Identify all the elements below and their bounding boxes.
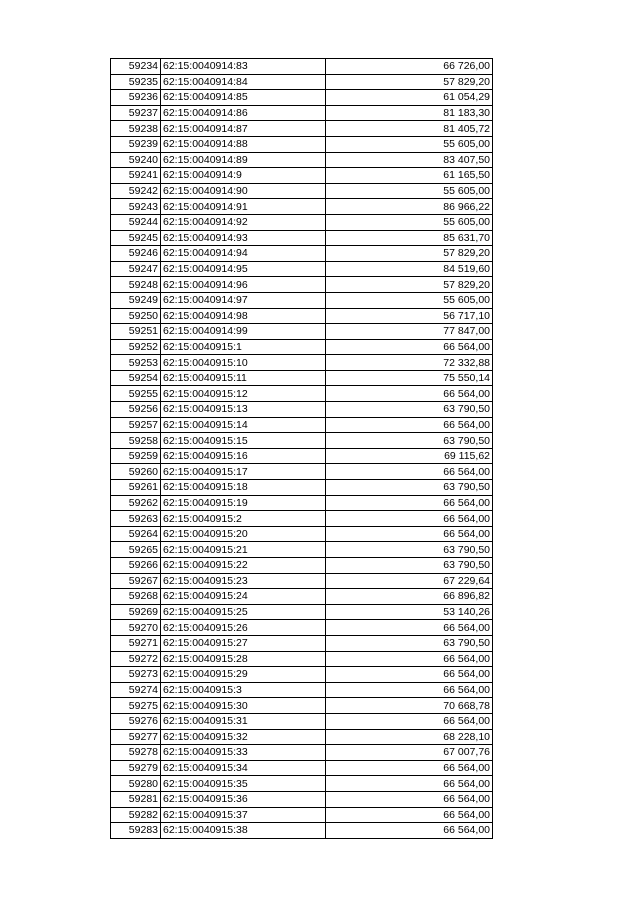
cadastral-value-cell: 66 564,00 <box>326 526 493 542</box>
row-number-cell: 59271 <box>111 635 161 651</box>
cadastral-value-cell: 63 790,50 <box>326 558 493 574</box>
row-number-cell: 59240 <box>111 152 161 168</box>
cadastral-value-cell: 77 847,00 <box>326 324 493 340</box>
row-number-cell: 59246 <box>111 246 161 262</box>
row-number-cell: 59262 <box>111 495 161 511</box>
row-number-cell: 59261 <box>111 480 161 496</box>
row-number-cell: 59241 <box>111 168 161 184</box>
cadastral-number-cell: 62:15:0040914:95 <box>161 261 326 277</box>
cadastral-value-cell: 63 790,50 <box>326 480 493 496</box>
table-row <box>111 651 493 667</box>
table-row <box>111 589 493 605</box>
cadastral-number-cell: 62:15:0040915:21 <box>161 542 326 558</box>
cadastral-value-cell: 75 550,14 <box>326 370 493 386</box>
cadastral-number-cell: 62:15:0040914:84 <box>161 74 326 90</box>
row-number-cell: 59249 <box>111 292 161 308</box>
cadastral-number-cell: 62:15:0040914:83 <box>161 59 326 75</box>
row-number-cell: 59259 <box>111 448 161 464</box>
row-number-cell: 59267 <box>111 573 161 589</box>
table-row <box>111 386 493 402</box>
row-number-cell: 59254 <box>111 370 161 386</box>
cadastral-number-cell: 62:15:0040915:31 <box>161 713 326 729</box>
cadastral-number-cell: 62:15:0040915:19 <box>161 495 326 511</box>
cadastral-value-cell: 66 564,00 <box>326 807 493 823</box>
cadastral-number-cell: 62:15:0040915:13 <box>161 402 326 418</box>
cadastral-value-cell: 68 228,10 <box>326 729 493 745</box>
cadastral-number-cell: 62:15:0040915:14 <box>161 417 326 433</box>
table-row <box>111 542 493 558</box>
row-number-cell: 59260 <box>111 464 161 480</box>
row-number-cell: 59250 <box>111 308 161 324</box>
row-number-cell: 59236 <box>111 90 161 106</box>
cadastral-value-cell: 55 605,00 <box>326 214 493 230</box>
cadastral-number-cell: 62:15:0040915:35 <box>161 776 326 792</box>
cadastral-value-cell: 63 790,50 <box>326 635 493 651</box>
cadastral-value-cell: 86 966,22 <box>326 199 493 215</box>
cadastral-value-cell: 66 564,00 <box>326 339 493 355</box>
cadastral-number-cell: 62:15:0040915:15 <box>161 433 326 449</box>
table-row <box>111 136 493 152</box>
cadastral-number-cell: 62:15:0040914:99 <box>161 324 326 340</box>
row-number-cell: 59274 <box>111 682 161 698</box>
cadastral-number-cell: 62:15:0040914:94 <box>161 246 326 262</box>
row-number-cell: 59255 <box>111 386 161 402</box>
row-number-cell: 59281 <box>111 791 161 807</box>
table-row <box>111 339 493 355</box>
row-number-cell: 59257 <box>111 417 161 433</box>
table-row <box>111 292 493 308</box>
cadastral-value-cell: 66 896,82 <box>326 589 493 605</box>
cadastral-value-cell: 85 631,70 <box>326 230 493 246</box>
cadastral-value-cell: 66 564,00 <box>326 667 493 683</box>
table-row <box>111 511 493 527</box>
cadastral-number-cell: 62:15:0040914:86 <box>161 105 326 121</box>
cadastral-value-table <box>110 58 493 839</box>
cadastral-number-cell: 62:15:0040915:16 <box>161 448 326 464</box>
cadastral-value-cell: 66 564,00 <box>326 791 493 807</box>
table-row <box>111 308 493 324</box>
row-number-cell: 59245 <box>111 230 161 246</box>
cadastral-number-cell: 62:15:0040915:1 <box>161 339 326 355</box>
cadastral-number-cell: 62:15:0040914:89 <box>161 152 326 168</box>
cadastral-value-cell: 53 140,26 <box>326 604 493 620</box>
cadastral-value-cell: 63 790,50 <box>326 402 493 418</box>
cadastral-number-cell: 62:15:0040915:17 <box>161 464 326 480</box>
table-row <box>111 729 493 745</box>
row-number-cell: 59242 <box>111 183 161 199</box>
row-number-cell: 59247 <box>111 261 161 277</box>
row-number-cell: 59258 <box>111 433 161 449</box>
row-number-cell: 59279 <box>111 760 161 776</box>
table-row <box>111 526 493 542</box>
table-row <box>111 59 493 75</box>
table-row <box>111 246 493 262</box>
cadastral-value-cell: 83 407,50 <box>326 152 493 168</box>
table-row <box>111 199 493 215</box>
cadastral-value-cell: 66 564,00 <box>326 417 493 433</box>
cadastral-number-cell: 62:15:0040915:37 <box>161 807 326 823</box>
cadastral-number-cell: 62:15:0040915:26 <box>161 620 326 636</box>
table-row <box>111 604 493 620</box>
cadastral-value-cell: 66 564,00 <box>326 682 493 698</box>
cadastral-number-cell: 62:15:0040915:20 <box>161 526 326 542</box>
cadastral-value-cell: 66 564,00 <box>326 823 493 839</box>
cadastral-value-cell: 84 519,60 <box>326 261 493 277</box>
table-row <box>111 168 493 184</box>
cadastral-number-cell: 62:15:0040915:32 <box>161 729 326 745</box>
table-row <box>111 355 493 371</box>
table-row <box>111 464 493 480</box>
row-number-cell: 59243 <box>111 199 161 215</box>
cadastral-value-cell: 57 829,20 <box>326 246 493 262</box>
table-row <box>111 261 493 277</box>
row-number-cell: 59276 <box>111 713 161 729</box>
table-row <box>111 183 493 199</box>
cadastral-value-cell: 66 564,00 <box>326 760 493 776</box>
cadastral-number-cell: 62:15:0040914:96 <box>161 277 326 293</box>
cadastral-number-cell: 62:15:0040914:85 <box>161 90 326 106</box>
row-number-cell: 59235 <box>111 74 161 90</box>
cadastral-value-cell: 66 564,00 <box>326 511 493 527</box>
cadastral-number-cell: 62:15:0040915:22 <box>161 558 326 574</box>
row-number-cell: 59256 <box>111 402 161 418</box>
cadastral-number-cell: 62:15:0040915:24 <box>161 589 326 605</box>
row-number-cell: 59244 <box>111 214 161 230</box>
row-number-cell: 59273 <box>111 667 161 683</box>
row-number-cell: 59248 <box>111 277 161 293</box>
cadastral-number-cell: 62:15:0040914:87 <box>161 121 326 137</box>
cadastral-number-cell: 62:15:0040914:93 <box>161 230 326 246</box>
row-number-cell: 59251 <box>111 324 161 340</box>
cadastral-value-cell: 55 605,00 <box>326 292 493 308</box>
row-number-cell: 59238 <box>111 121 161 137</box>
cadastral-number-cell: 62:15:0040915:2 <box>161 511 326 527</box>
cadastral-value-cell: 55 605,00 <box>326 136 493 152</box>
table-row <box>111 791 493 807</box>
cadastral-value-cell: 56 717,10 <box>326 308 493 324</box>
cadastral-number-cell: 62:15:0040914:91 <box>161 199 326 215</box>
cadastral-number-cell: 62:15:0040915:10 <box>161 355 326 371</box>
row-number-cell: 59270 <box>111 620 161 636</box>
row-number-cell: 59269 <box>111 604 161 620</box>
table-row <box>111 433 493 449</box>
table-row <box>111 823 493 839</box>
table-row <box>111 558 493 574</box>
table-row <box>111 480 493 496</box>
table-row <box>111 495 493 511</box>
row-number-cell: 59268 <box>111 589 161 605</box>
cadastral-number-cell: 62:15:0040915:29 <box>161 667 326 683</box>
cadastral-number-cell: 62:15:0040914:88 <box>161 136 326 152</box>
row-number-cell: 59237 <box>111 105 161 121</box>
cadastral-value-cell: 66 564,00 <box>326 776 493 792</box>
cadastral-value-cell: 66 726,00 <box>326 59 493 75</box>
row-number-cell: 59234 <box>111 59 161 75</box>
row-number-cell: 59278 <box>111 745 161 761</box>
table-row <box>111 230 493 246</box>
table-row <box>111 402 493 418</box>
cadastral-number-cell: 62:15:0040915:34 <box>161 760 326 776</box>
table-row <box>111 74 493 90</box>
cadastral-number-cell: 62:15:0040914:97 <box>161 292 326 308</box>
row-number-cell: 59272 <box>111 651 161 667</box>
cadastral-value-cell: 63 790,50 <box>326 433 493 449</box>
table-row <box>111 776 493 792</box>
table-row <box>111 682 493 698</box>
cadastral-number-cell: 62:15:0040915:30 <box>161 698 326 714</box>
cadastral-value-cell: 67 007,76 <box>326 745 493 761</box>
cadastral-value-cell: 57 829,20 <box>326 74 493 90</box>
cadastral-value-cell: 61 054,29 <box>326 90 493 106</box>
table-row <box>111 370 493 386</box>
row-number-cell: 59265 <box>111 542 161 558</box>
table-row <box>111 620 493 636</box>
row-number-cell: 59282 <box>111 807 161 823</box>
cadastral-value-cell: 66 564,00 <box>326 386 493 402</box>
table-row <box>111 121 493 137</box>
cadastral-number-cell: 62:15:0040915:38 <box>161 823 326 839</box>
row-number-cell: 59275 <box>111 698 161 714</box>
table-row <box>111 745 493 761</box>
table-row <box>111 713 493 729</box>
row-number-cell: 59263 <box>111 511 161 527</box>
cadastral-value-cell: 63 790,50 <box>326 542 493 558</box>
cadastral-number-cell: 62:15:0040914:92 <box>161 214 326 230</box>
cadastral-value-cell: 66 564,00 <box>326 495 493 511</box>
table-row <box>111 807 493 823</box>
table-row <box>111 448 493 464</box>
cadastral-number-cell: 62:15:0040915:11 <box>161 370 326 386</box>
table-row <box>111 635 493 651</box>
cadastral-number-cell: 62:15:0040915:33 <box>161 745 326 761</box>
cadastral-value-cell: 81 405,72 <box>326 121 493 137</box>
table-row <box>111 324 493 340</box>
cadastral-value-cell: 70 668,78 <box>326 698 493 714</box>
cadastral-number-cell: 62:15:0040915:3 <box>161 682 326 698</box>
table-row <box>111 417 493 433</box>
table-row <box>111 105 493 121</box>
cadastral-value-cell: 81 183,30 <box>326 105 493 121</box>
table-row <box>111 667 493 683</box>
table-row <box>111 277 493 293</box>
cadastral-value-cell: 66 564,00 <box>326 620 493 636</box>
table-row <box>111 760 493 776</box>
table-body <box>111 59 493 839</box>
cadastral-value-cell: 55 605,00 <box>326 183 493 199</box>
cadastral-value-cell: 66 564,00 <box>326 713 493 729</box>
cadastral-number-cell: 62:15:0040914:9 <box>161 168 326 184</box>
row-number-cell: 59283 <box>111 823 161 839</box>
cadastral-number-cell: 62:15:0040914:98 <box>161 308 326 324</box>
cadastral-value-cell: 72 332,88 <box>326 355 493 371</box>
cadastral-number-cell: 62:15:0040915:25 <box>161 604 326 620</box>
row-number-cell: 59253 <box>111 355 161 371</box>
cadastral-number-cell: 62:15:0040915:27 <box>161 635 326 651</box>
table-row <box>111 573 493 589</box>
cadastral-value-cell: 67 229,64 <box>326 573 493 589</box>
row-number-cell: 59266 <box>111 558 161 574</box>
row-number-cell: 59239 <box>111 136 161 152</box>
row-number-cell: 59277 <box>111 729 161 745</box>
row-number-cell: 59280 <box>111 776 161 792</box>
cadastral-number-cell: 62:15:0040915:28 <box>161 651 326 667</box>
row-number-cell: 59252 <box>111 339 161 355</box>
cadastral-number-cell: 62:15:0040915:23 <box>161 573 326 589</box>
cadastral-number-cell: 62:15:0040914:90 <box>161 183 326 199</box>
cadastral-value-cell: 69 115,62 <box>326 448 493 464</box>
row-number-cell: 59264 <box>111 526 161 542</box>
cadastral-number-cell: 62:15:0040915:12 <box>161 386 326 402</box>
table-row <box>111 698 493 714</box>
table-row <box>111 152 493 168</box>
cadastral-value-cell: 57 829,20 <box>326 277 493 293</box>
cadastral-value-cell: 66 564,00 <box>326 651 493 667</box>
table-row <box>111 214 493 230</box>
cadastral-value-cell: 61 165,50 <box>326 168 493 184</box>
cadastral-value-cell: 66 564,00 <box>326 464 493 480</box>
table-row <box>111 90 493 106</box>
cadastral-number-cell: 62:15:0040915:18 <box>161 480 326 496</box>
cadastral-number-cell: 62:15:0040915:36 <box>161 791 326 807</box>
